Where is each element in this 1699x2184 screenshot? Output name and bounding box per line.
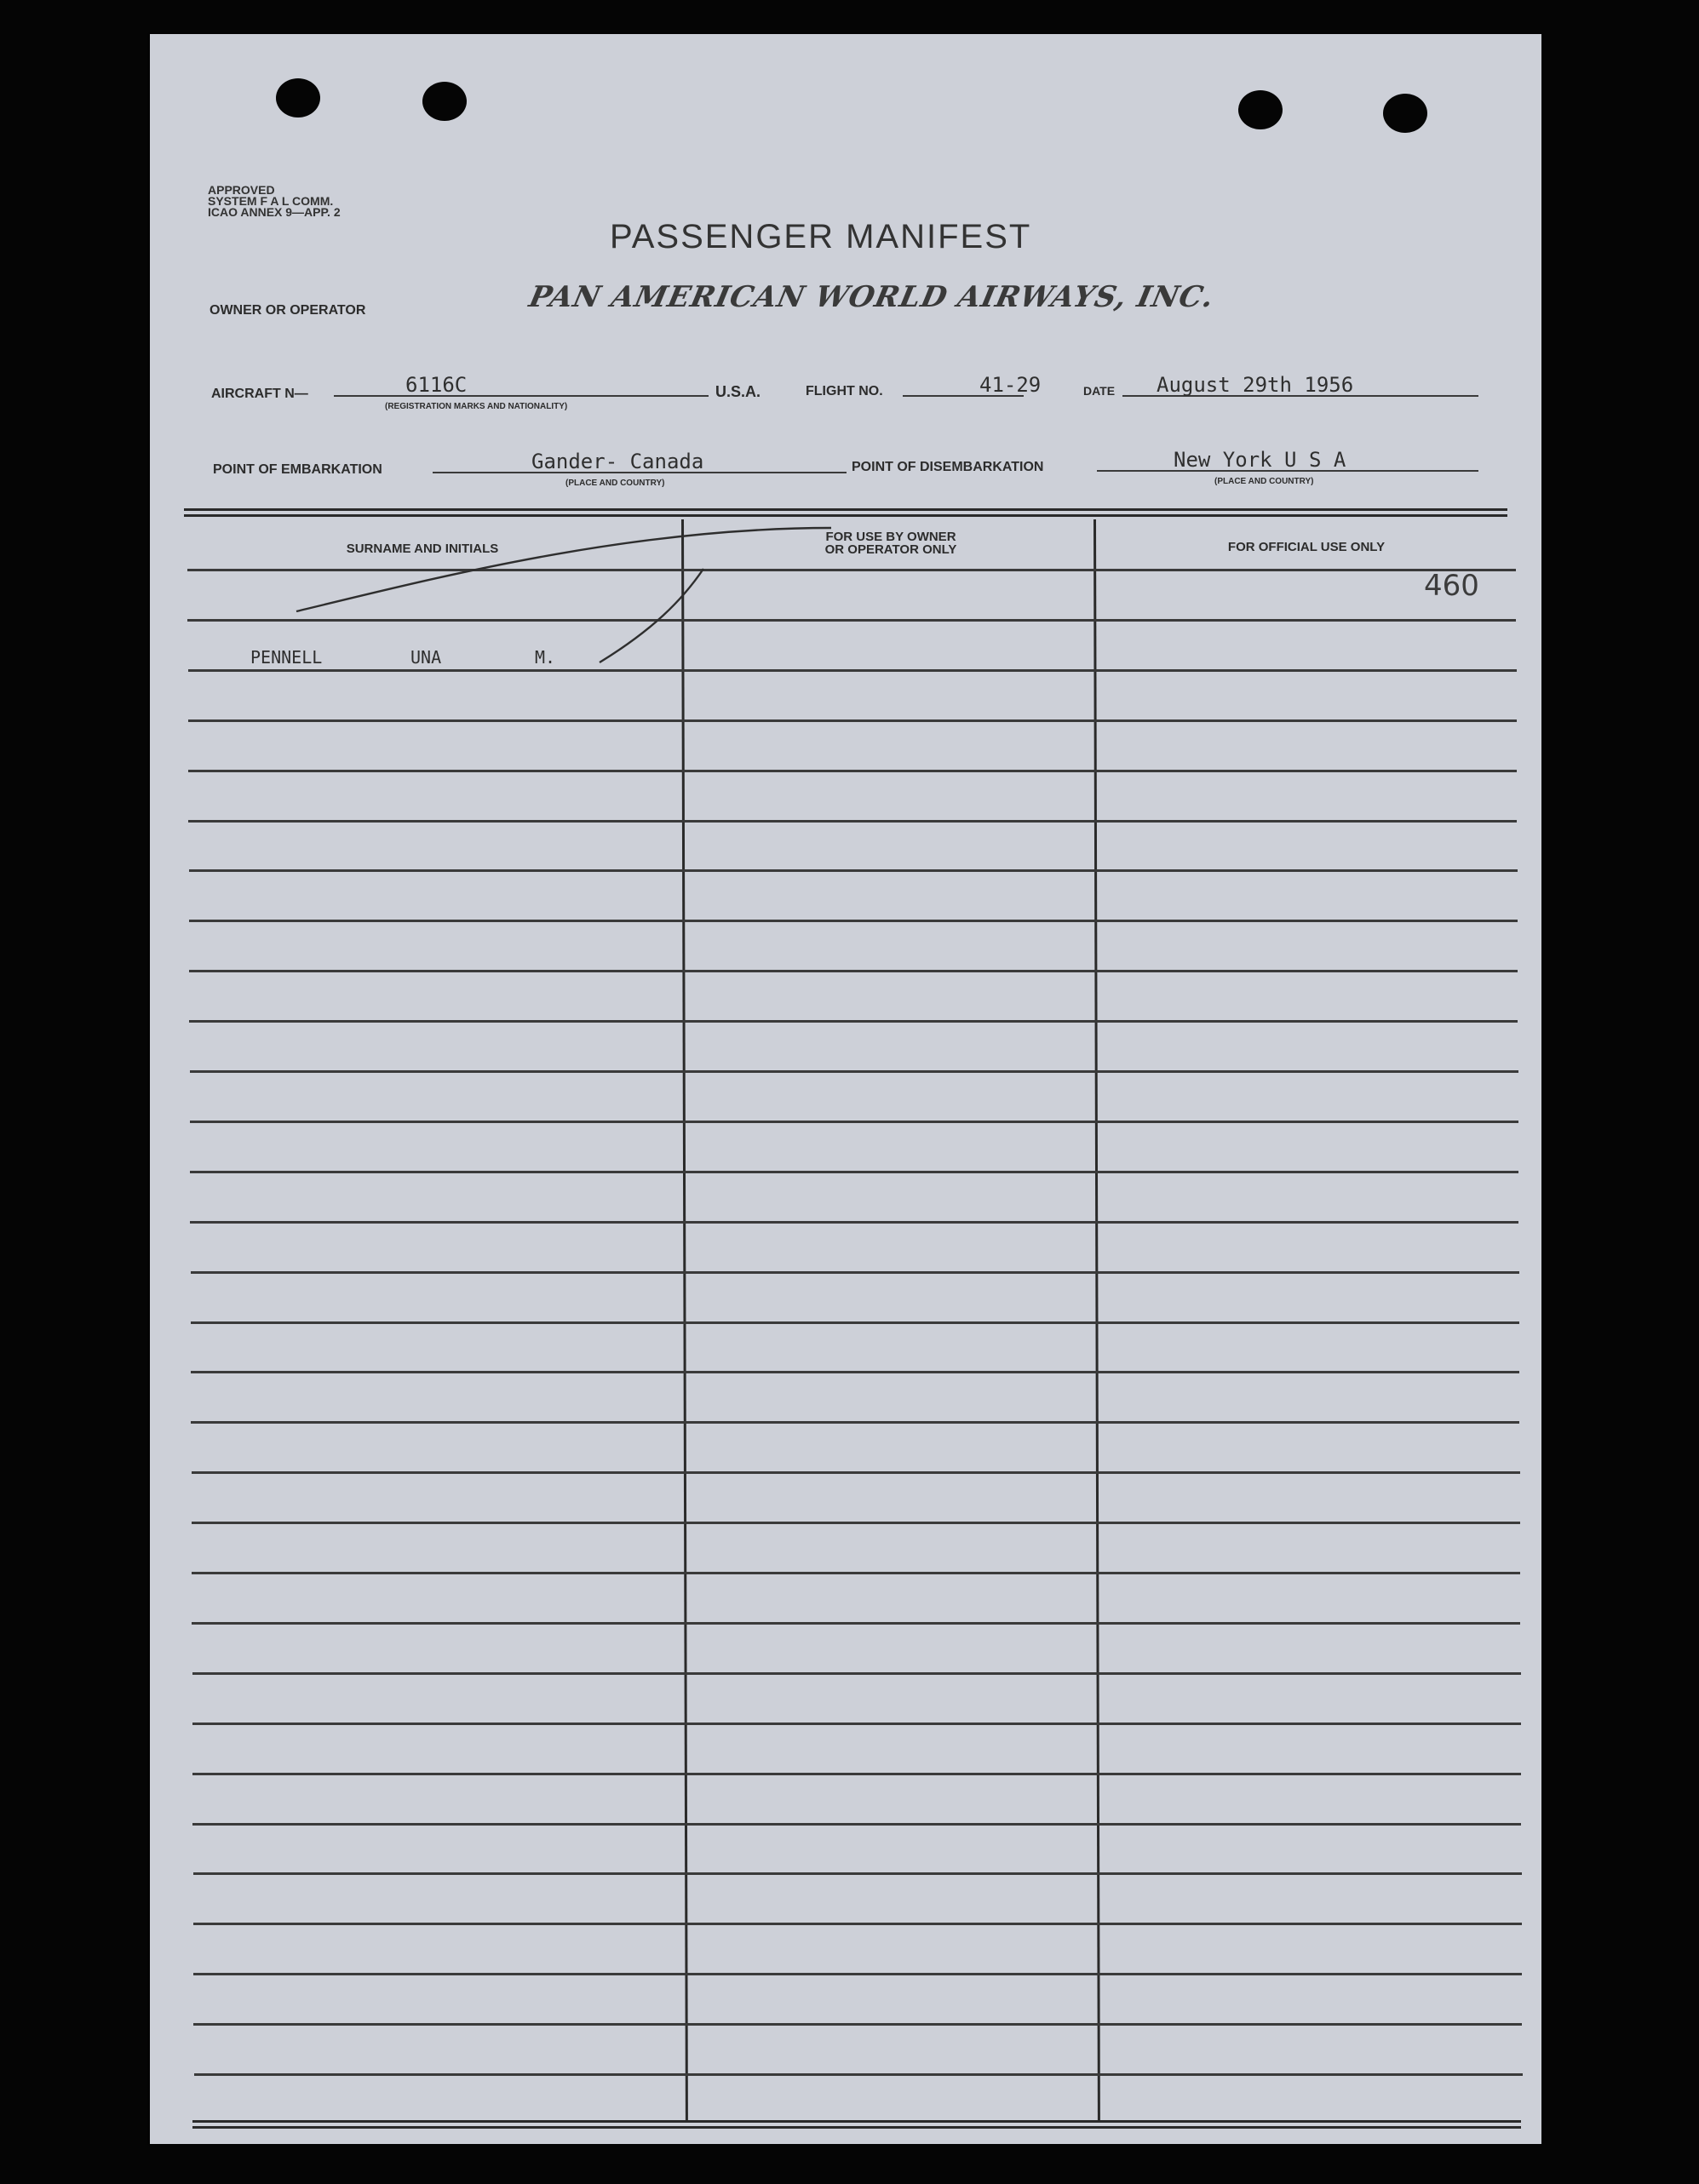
owner-label: OWNER OR OPERATOR bbox=[210, 303, 366, 318]
official-number: 460 bbox=[1424, 569, 1479, 603]
approval-line: APPROVED bbox=[208, 183, 275, 197]
disembarkation-label: POINT OF DISEMBARKATION bbox=[852, 460, 1044, 474]
aircraft-nationality: U.S.A. bbox=[715, 383, 761, 400]
aircraft-value: 6116C bbox=[405, 373, 468, 397]
flight-label: FLIGHT NO. bbox=[806, 384, 883, 398]
embarkation-label: POINT OF EMBARKATION bbox=[213, 462, 382, 477]
approval-line: SYSTEM F A L COMM. bbox=[208, 194, 334, 208]
date-value: August 29th 1956 bbox=[1157, 373, 1354, 397]
column-header-official-use: FOR OFFICIAL USE ONLY bbox=[1227, 540, 1386, 554]
embarkation-value: Gander- Canada bbox=[531, 450, 704, 473]
operator-name: PAN AMERICAN WORLD AIRWAYS, INC. bbox=[525, 280, 1218, 314]
pen-stroke-marks bbox=[150, 34, 1541, 2144]
page-title: PASSENGER MANIFEST bbox=[610, 218, 1032, 255]
date-label: DATE bbox=[1083, 384, 1116, 398]
passenger-initial: M. bbox=[535, 647, 556, 668]
passenger-surname: PENNELL bbox=[250, 647, 323, 668]
disembarkation-value: New York U S A bbox=[1174, 448, 1346, 472]
aircraft-label: AIRCRAFT N— bbox=[211, 387, 308, 401]
manifest-sheet bbox=[150, 34, 1541, 2144]
embarkation-caption: (PLACE AND COUNTRY) bbox=[565, 479, 665, 488]
aircraft-caption: (REGISTRATION MARKS AND NATIONALITY) bbox=[385, 402, 568, 411]
flight-value: 41-29 bbox=[979, 373, 1042, 397]
disembarkation-caption: (PLACE AND COUNTRY) bbox=[1214, 477, 1314, 486]
owner-use-line: FOR USE BY OWNER bbox=[825, 530, 956, 544]
passenger-first-name: UNA bbox=[410, 647, 442, 668]
owner-use-line: OR OPERATOR ONLY bbox=[824, 542, 957, 557]
approval-line: ICAO ANNEX 9—APP. 2 bbox=[208, 205, 341, 219]
column-header-surname: SURNAME AND INITIALS bbox=[346, 542, 499, 556]
